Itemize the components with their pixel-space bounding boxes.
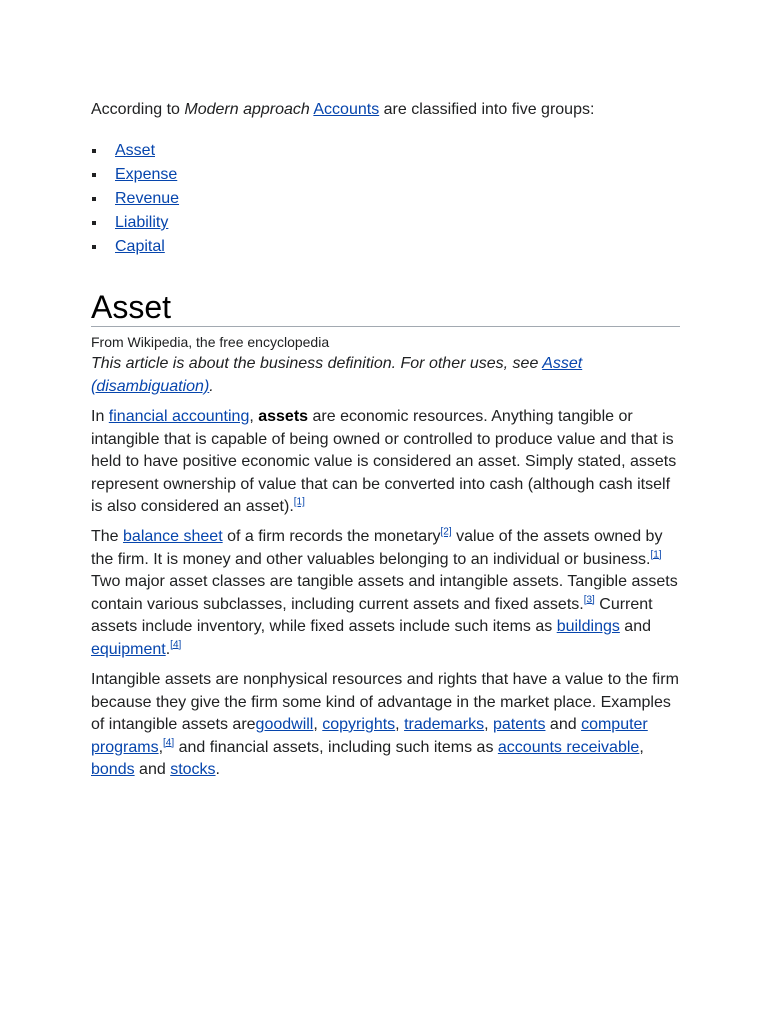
intro-prefix: According to bbox=[91, 101, 185, 118]
assets-term: assets bbox=[258, 408, 309, 425]
citation-ref bbox=[170, 639, 181, 650]
list-item bbox=[91, 139, 179, 163]
bullet-icon bbox=[92, 173, 96, 177]
text: of a firm records the monetary bbox=[222, 528, 441, 545]
text: The bbox=[91, 528, 124, 545]
revenue-link[interactable]: Revenue bbox=[115, 190, 180, 207]
text: , bbox=[395, 716, 405, 733]
asset-link[interactable]: Asset bbox=[115, 142, 156, 159]
paragraph-definition bbox=[91, 406, 681, 519]
text: . bbox=[165, 640, 171, 658]
citation-link[interactable]: [4] bbox=[170, 639, 182, 651]
text: Intangible assets are nonphysical resources and rights that have a value to the firm because they give the firm some kind of advantage in the market place. Examples of intangible assets are bbox=[91, 671, 679, 733]
bullet-icon bbox=[92, 221, 96, 225]
hatnote-end: . bbox=[209, 377, 214, 395]
bullet-icon bbox=[92, 197, 96, 201]
text: and bbox=[545, 716, 582, 733]
account-groups-list bbox=[91, 139, 179, 259]
text: , bbox=[158, 738, 164, 756]
title-divider bbox=[91, 326, 680, 327]
goodwill-link[interactable]: goodwill bbox=[255, 716, 314, 733]
citation-link[interactable]: [4] bbox=[163, 737, 175, 749]
computer-programs-link[interactable]: computer programs bbox=[91, 716, 648, 756]
bullet-icon bbox=[92, 245, 96, 249]
hatnote bbox=[91, 353, 681, 398]
list-item bbox=[91, 187, 179, 211]
text: Two major asset classes are tangible assets and intangible assets. Tangible assets contain various subclasses, including current assets and fixed assets. bbox=[91, 573, 678, 613]
balance-sheet-link[interactable]: balance sheet bbox=[123, 528, 223, 545]
citation-link[interactable]: [2] bbox=[440, 526, 452, 538]
citation-ref bbox=[441, 527, 452, 538]
text: Current assets include inventory, while fixed assets include such items as bbox=[91, 595, 653, 635]
text: and bbox=[619, 618, 651, 635]
list-item bbox=[91, 211, 179, 235]
list-item bbox=[91, 163, 179, 187]
capital-link[interactable]: Capital bbox=[115, 238, 165, 255]
text: , bbox=[484, 716, 493, 733]
intro-sentence bbox=[91, 100, 594, 120]
text: and financial assets, including such items as bbox=[174, 738, 498, 756]
citation-ref bbox=[294, 497, 305, 508]
financial-accounting-link[interactable]: financial accounting bbox=[108, 408, 250, 425]
citation-ref bbox=[163, 737, 174, 748]
text: . bbox=[215, 761, 220, 778]
equipment-link[interactable]: equipment bbox=[91, 640, 166, 658]
liability-link[interactable]: Liability bbox=[115, 214, 169, 231]
copyrights-link[interactable]: copyrights bbox=[322, 716, 396, 733]
text: and bbox=[134, 761, 171, 778]
text: , bbox=[313, 716, 323, 733]
intro-suffix: are classified into five groups: bbox=[379, 101, 595, 118]
intro-emphasis: Modern approach bbox=[184, 101, 310, 118]
asset-disambiguation-link[interactable]: Asset (disambiguation) bbox=[91, 355, 583, 395]
article-title: Asset bbox=[91, 289, 172, 325]
text: In bbox=[91, 408, 109, 425]
text: are economic resources. Anything tangible or intangible that is capable of being owned or controlled to produce value and that is held to have positive economic value is considered an asset. Simply stated, assets represent ownership of value that can be converted into cash (although cash itself is also considered an asset). bbox=[91, 408, 677, 515]
paragraph-balance-sheet bbox=[91, 526, 681, 661]
text: value of the assets owned by the firm. It is money and other valuables belonging to an individual or business. bbox=[91, 528, 663, 568]
citation-link[interactable]: [1] bbox=[650, 549, 662, 561]
stocks-link[interactable]: stocks bbox=[170, 761, 216, 778]
citation-link[interactable]: [1] bbox=[293, 496, 305, 508]
bonds-link[interactable]: bonds bbox=[91, 761, 135, 778]
citation-link[interactable]: [3] bbox=[583, 594, 595, 606]
trademarks-link[interactable]: trademarks bbox=[404, 716, 485, 733]
list-item bbox=[91, 235, 179, 259]
site-tagline: From Wikipedia, the free encyclopedia bbox=[91, 334, 330, 350]
patents-link[interactable]: patents bbox=[492, 716, 546, 733]
paragraph-intangible-assets bbox=[91, 669, 681, 782]
text: , bbox=[639, 738, 644, 756]
accounts-link[interactable]: Accounts bbox=[313, 101, 380, 118]
accounts-receivable-link[interactable]: accounts receivable bbox=[497, 738, 640, 756]
hatnote-text: This article is about the business definition. For other uses, see bbox=[91, 355, 543, 372]
expense-link[interactable]: Expense bbox=[115, 166, 178, 183]
text: , bbox=[249, 408, 259, 425]
citation-ref bbox=[650, 549, 661, 560]
bullet-icon bbox=[92, 149, 96, 153]
buildings-link[interactable]: buildings bbox=[556, 618, 620, 635]
citation-ref bbox=[584, 594, 595, 605]
